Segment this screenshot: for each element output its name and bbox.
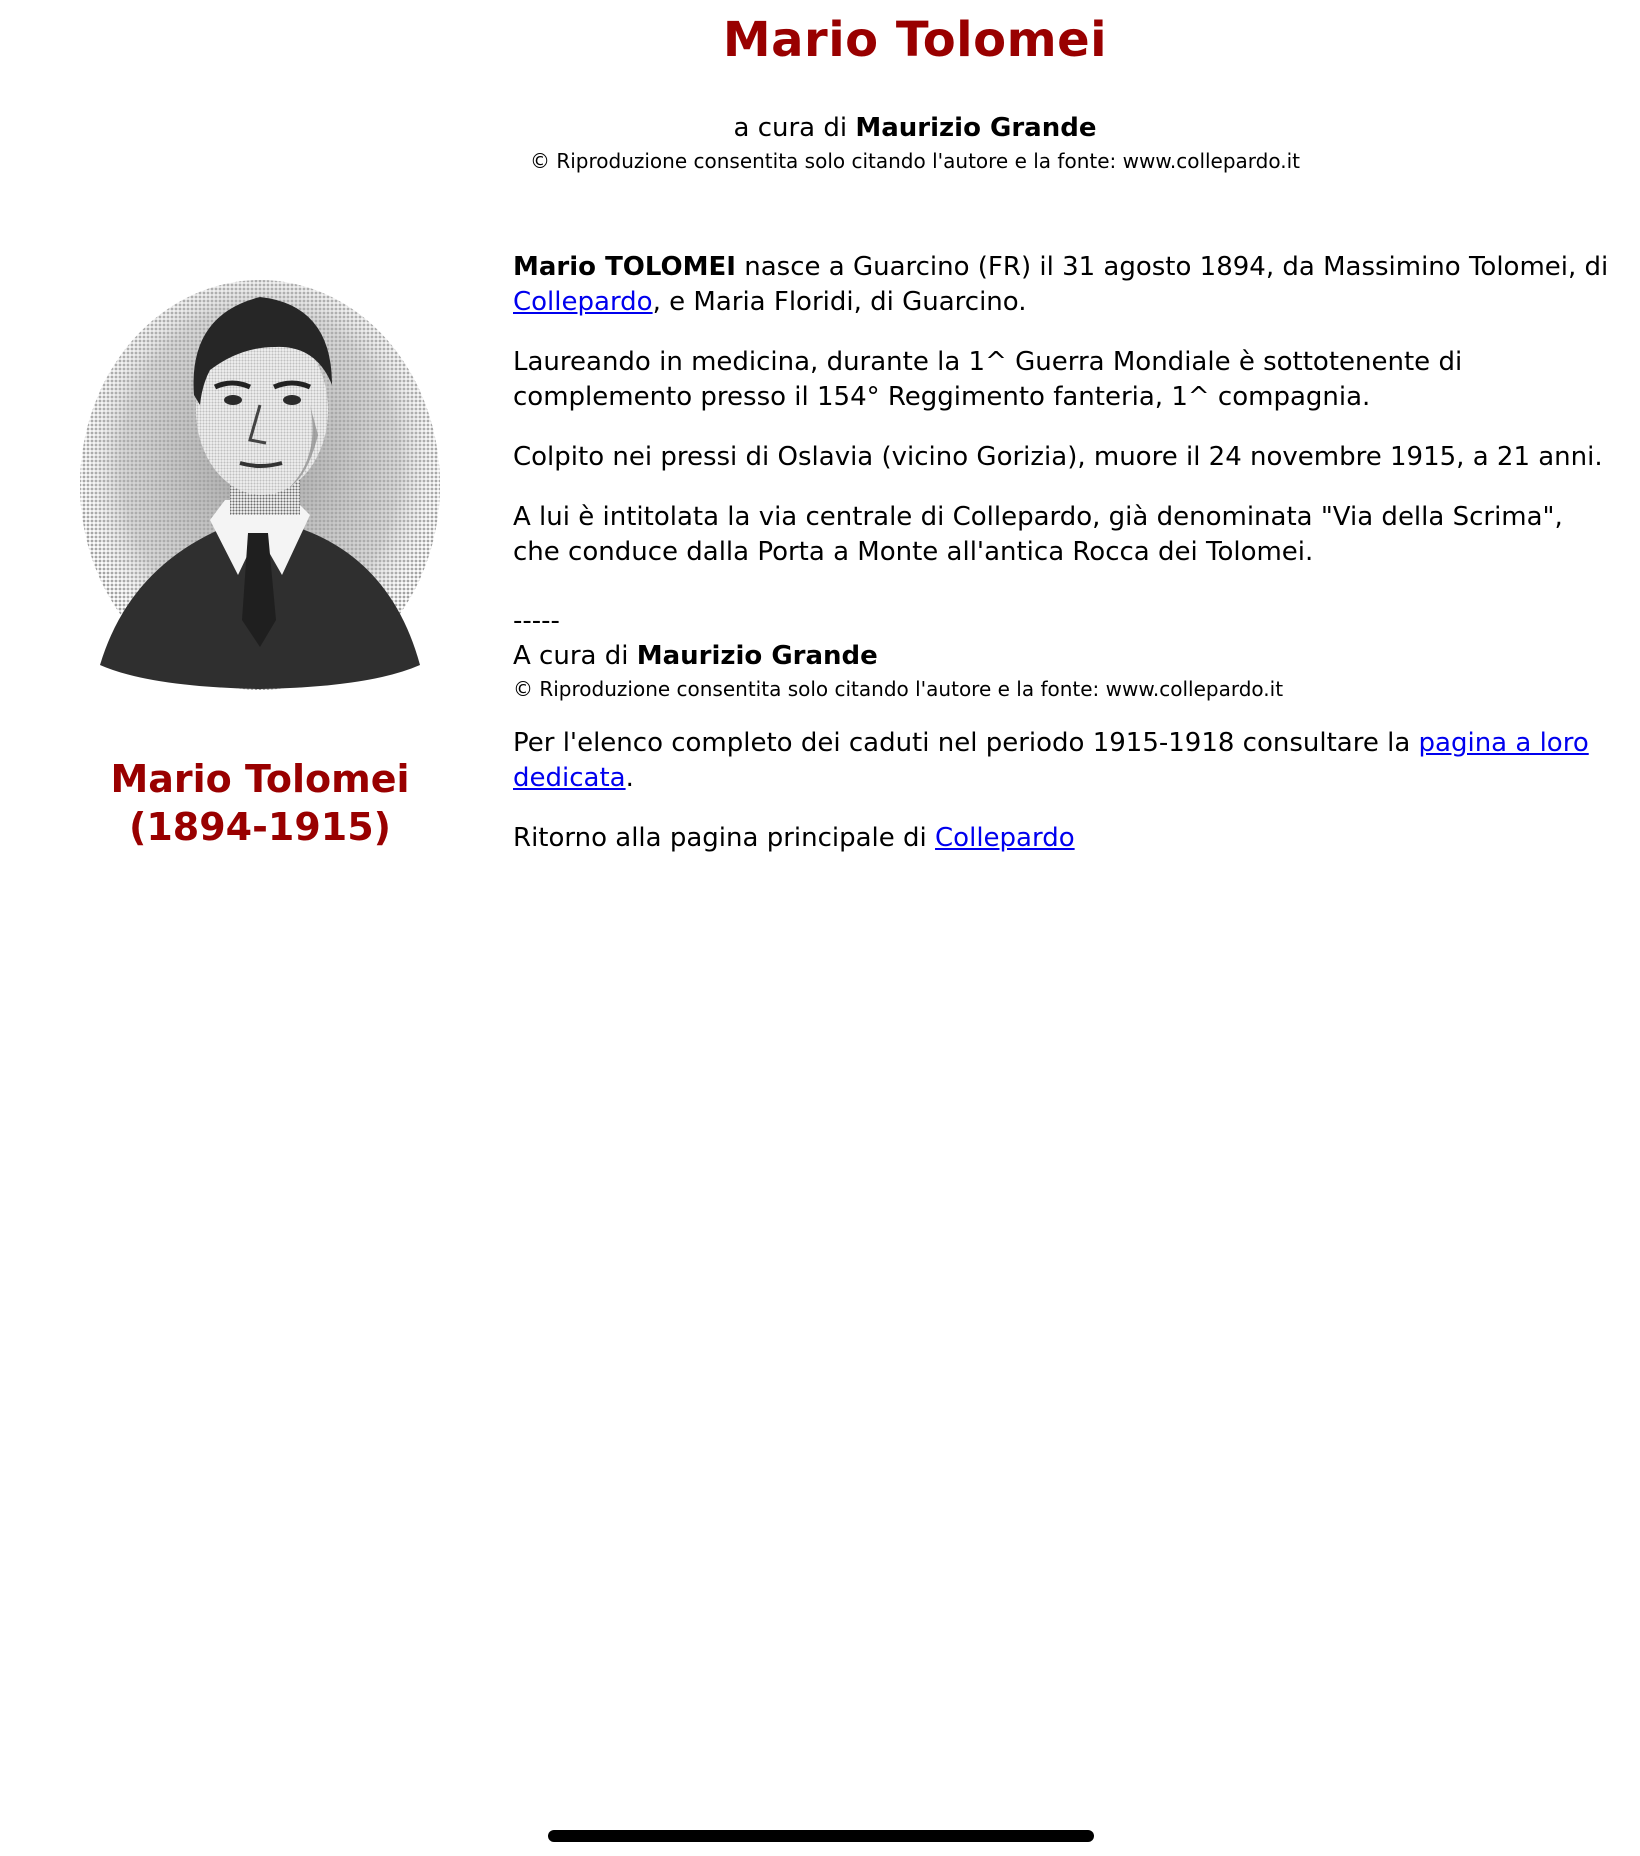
credit-line — [513, 639, 1613, 674]
return-text: Ritorno alla pagina principale di — [513, 823, 936, 853]
byline-prefix: a cura di — [733, 113, 848, 143]
biography-content — [513, 250, 1613, 881]
bio-paragraph-military: Laureando in medicina, durante la 1^ Guerra Mondiale è sottotenente di complemento presso il 154° Reggimento fanteria, 1^ compagnia. — [513, 347, 1463, 412]
bio-parents-text: , e Maria Floridi, di Guarcino. — [652, 287, 1027, 317]
byline-author: Maurizio Grande — [855, 113, 1097, 143]
credit-block — [513, 604, 1613, 704]
bio-paragraph-birth — [513, 250, 1613, 320]
bio-name: Mario TOLOMEI — [513, 252, 736, 282]
page-title: Mario Tolomei — [722, 12, 1108, 68]
byline — [0, 112, 1640, 144]
bio-paragraph-death: Colpito nei pressi di Oslavia (vicino Gorizia), muore il 24 novembre 1915, a 21 anni. — [513, 442, 1603, 472]
credit-prefix: A cura di — [513, 641, 637, 671]
bio-paragraph-street: A lui è intitolata la via centrale di Collepardo, già denominata "Via della Scrima", che conduce dalla Porta a Monte all'antica Rocca dei Tolomei. — [513, 502, 1563, 567]
fallen-list-paragraph — [513, 726, 1613, 796]
credit-copyright: © Riproduzione consentita solo citando l'autore e la fonte: www.collepardo.it — [513, 677, 1284, 701]
fallen-list-period: . — [625, 763, 634, 793]
bio-birth-text: nasce a Guarcino (FR) il 31 agosto 1894, da Massimino Tolomei, di — [735, 252, 1609, 282]
photo-caption — [60, 755, 460, 851]
return-collepardo-link[interactable]: Collepardo — [935, 823, 1075, 853]
caption-years: (1894-1915) — [128, 805, 392, 849]
credit-author: Maurizio Grande — [636, 641, 878, 671]
fallen-list-text: Per l'elenco completo dei caduti nel periodo 1915-1918 consultare la — [513, 728, 1419, 758]
portrait-photo — [70, 275, 450, 695]
separator: ----- — [513, 606, 560, 636]
collepardo-link[interactable]: Collepardo — [513, 287, 653, 317]
home-indicator[interactable] — [548, 1830, 1094, 1842]
copyright-notice: © Riproduzione consentita solo citando l'autore e la fonte: www.collepardo.it — [529, 149, 1301, 173]
caption-name: Mario Tolomei — [110, 757, 410, 801]
fallen-list-link[interactable]: pagina a loro dedicata — [513, 728, 1589, 793]
return-paragraph — [513, 821, 1613, 856]
